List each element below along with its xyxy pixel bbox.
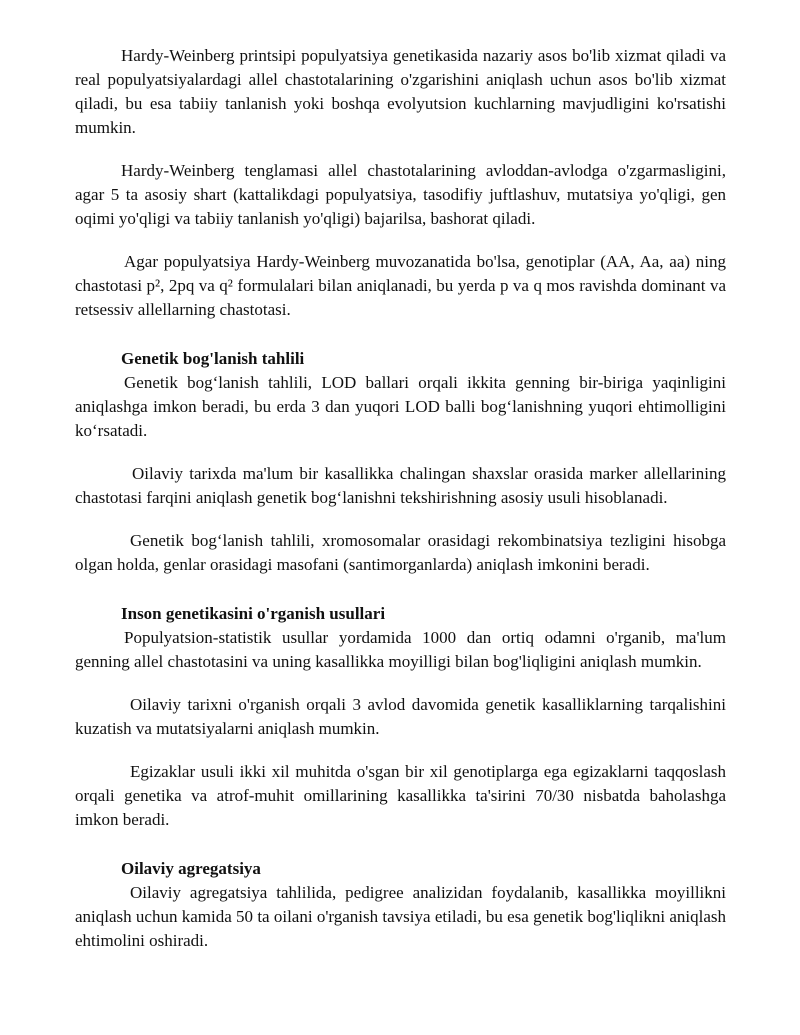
paragraph-pedigree-analysis: Oilaviy agregatsiya tahlilida, pedigree analizidan foydalanib, kasallikka moyillikni aniqlash uchun kamida 50 ta oilani o'rganish tavsiya etiladi, bu esa genetik bog'liqlikni aniqlash ehtimolini oshiradi. <box>75 883 726 950</box>
paragraph-lod-scores: Genetik bog‘lanish tahlili, LOD ballari orqali ikkita genning bir-biriga yaqinligini aniqlashga imkon beradi, bu erda 3 dan yuqori LOD balli bog‘lanishning yuqori ehtimolligini ko‘rsatadi. <box>75 373 726 440</box>
heading-genetic-linkage: Genetik bog'lanish tahlili <box>121 349 305 368</box>
paragraph-family-history: Oilaviy tarixni o'rganish orqali 3 avlod davomida genetik kasalliklarning tarqalishini kuzatish va mutatsiyalarni aniqlash mumkin. <box>75 695 726 738</box>
heading-family-aggregation: Oilaviy agregatsiya <box>121 859 261 878</box>
paragraph-hardy-weinberg-equilibrium: Agar populyatsiya Hardy-Weinberg muvozanatida bo'lsa, genotiplar (AA, Aa, aa) ning chastotasi p², 2pq va q² formulalari bilan aniqlanadi, bu yerda p va q mos ravishda dominant va retsessiv allellarning chastotasi. <box>75 252 726 319</box>
document-page <box>75 44 726 953</box>
paragraph-hardy-weinberg-principle: Hardy-Weinberg printsipi populyatsiya genetikasida nazariy asos bo'lib xizmat qiladi va real populyatsiyalardagi allel chastotalarining o'zgarishini aniqlash uchun asos bo'lib xizmat qiladi, bu esa tabiiy tanlanish yoki boshqa evolyutsion kuchlarning mavjudligini ko'rsatishi mumkin. <box>75 46 726 137</box>
paragraph-hardy-weinberg-equation: Hardy-Weinberg tenglamasi allel chastotalarining avloddan-avlodga o'zgarmasligini, agar 5 ta asosiy shart (kattalikdagi populyatsiya, tasodifiy juftlashuv, mutatsiya yo'qligi, gen oqimi yo'qligi va tabiiy tanlanish yo'qligi) bajarilsa, bashorat qiladi. <box>75 161 726 228</box>
paragraph-population-statistics: Populyatsion-statistik usullar yordamida 1000 dan ortiq odamni o'rganib, ma'lum genning allel chastotasini va uning kasallikka moyilligi bilan bog'liqligini aniqlash mumkin. <box>75 628 726 671</box>
paragraph-marker-alleles: Oilaviy tarixda ma'lum bir kasallikka chalingan shaxslar orasida marker allellarining chastotasi farqini aniqlash genetik bog‘lanishni tekshirishning asosiy usuli hisoblanadi. <box>75 464 726 507</box>
heading-human-genetics-methods: Inson genetikasini o'rganish usullari <box>121 604 386 623</box>
paragraph-recombination: Genetik bog‘lanish tahlili, xromosomalar orasidagi rekombinatsiya tezligini hisobga olgan holda, genlar orasidagi masofani (santimorganlarda) aniqlash imkonini beradi. <box>75 531 726 574</box>
paragraph-twin-method: Egizaklar usuli ikki xil muhitda o'sgan bir xil genotiplarga ega egizaklarni taqqoslash orqali genetika va atrof-muhit omillarining kasallikka ta'sirini 70/30 nisbatda baholashga imkon beradi. <box>75 762 726 829</box>
